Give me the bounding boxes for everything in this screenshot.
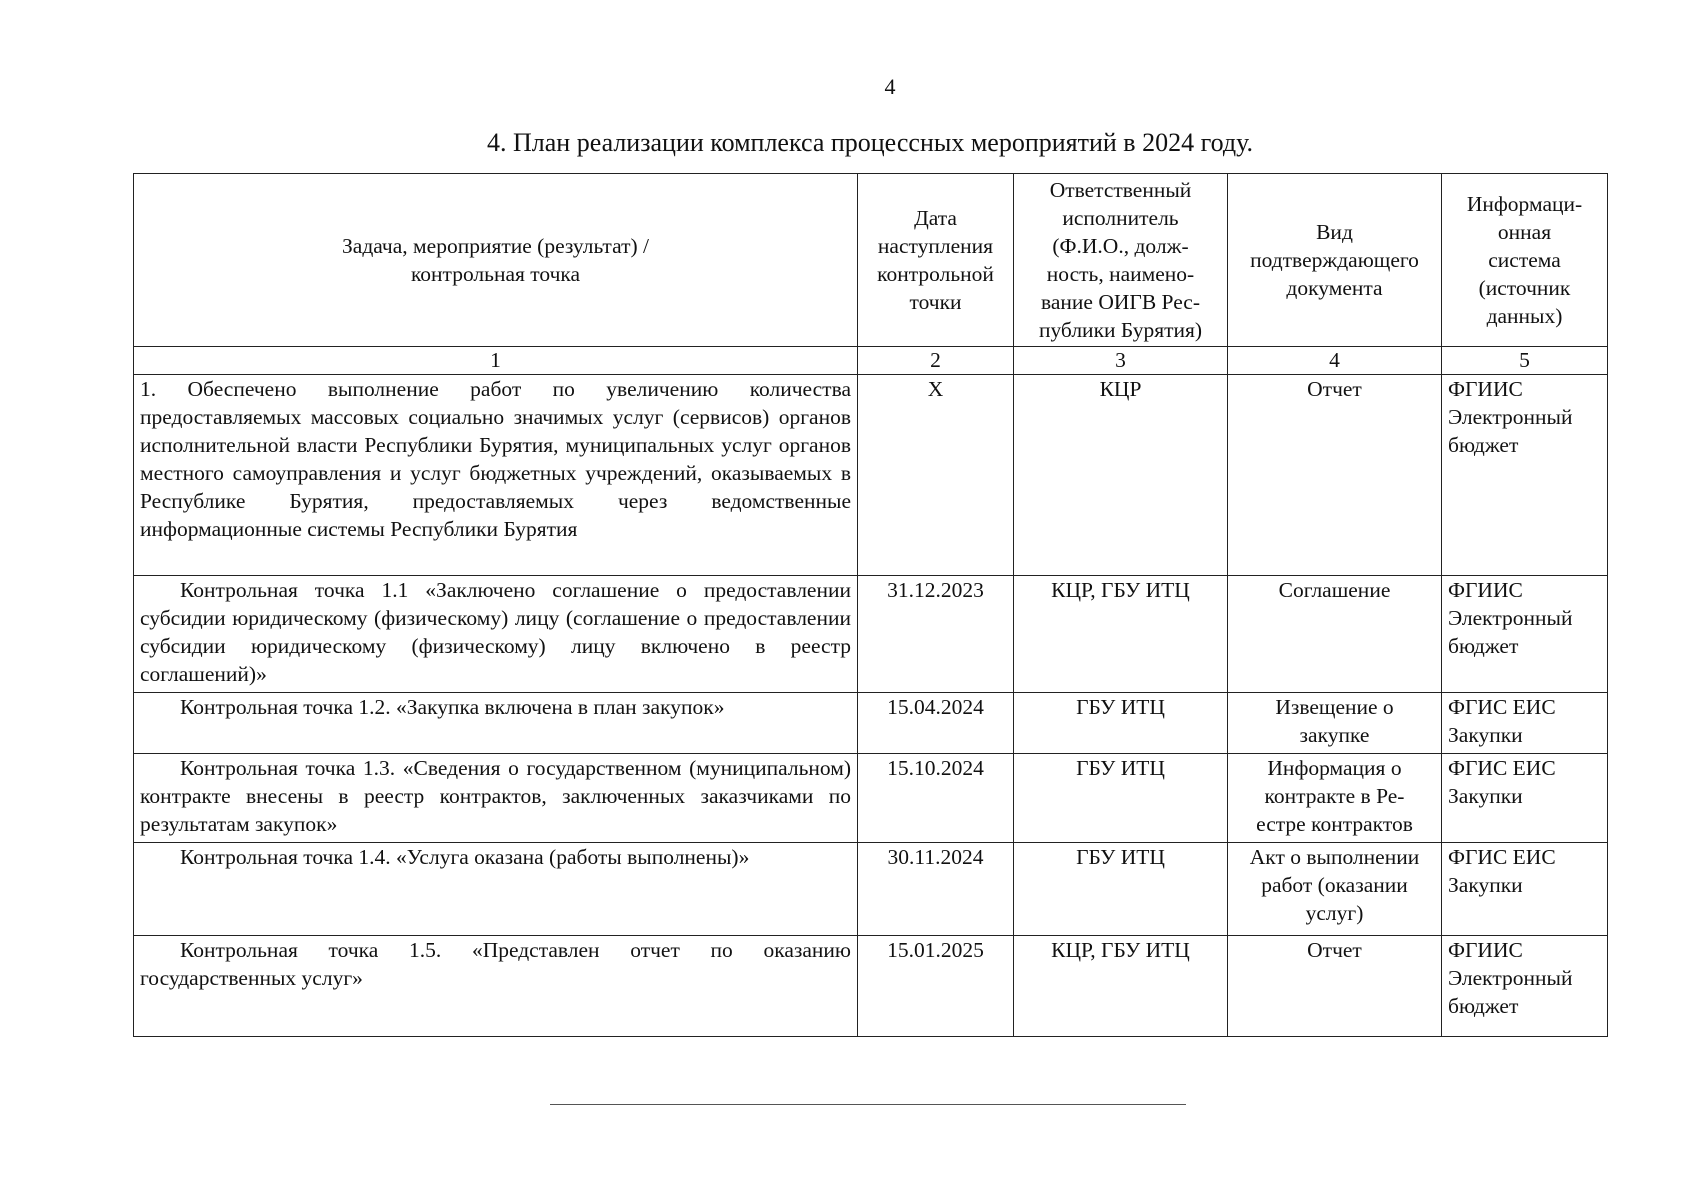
table-header-row	[134, 174, 1608, 347]
task-cell: Контрольная точка 1.5. «Представлен отчет по оказанию государственных услуг»	[134, 936, 858, 1037]
document-cell: Извещение о закупке	[1228, 693, 1442, 754]
task-cell: Контрольная точка 1.3. «Сведения о государственном (муниципальном) контракте внесены в реестр контрактов, заключенных заказчиками по результатам закупок»	[134, 754, 858, 843]
task-cell: 1. Обеспечено выполнение работ по увеличению количества предоставляемых массовых социально значимых услуг (сервисов) органов исполнительной власти Республики Бурятия, муниципальных услуг органов местного самоуправления и услуг бюджетных учреждений, оказываемых в Республике Бурятия, предоставляемых через ведомственные информационные системы Республики Бурятия	[134, 375, 858, 576]
document-cell: Отчет	[1228, 936, 1442, 1037]
system-cell: ФГИИС Электронный бюджет	[1442, 936, 1608, 1037]
document-cell: Соглашение	[1228, 576, 1442, 693]
responsible-cell: ГБУ ИТЦ	[1014, 693, 1228, 754]
header-responsible: Ответственный исполнитель (Ф.И.О., долж- ность, наимено- вание ОИГВ Рес- публики Бурятия)	[1014, 174, 1228, 347]
table-row	[134, 576, 1608, 693]
task-cell: Контрольная точка 1.1 «Заключено соглашение о предоставлении субсидии юридическому (физическому) лицу (соглашение о предоставлении субсидии юридическому (физическому) лицу включено в реестр соглашений)»	[134, 576, 858, 693]
column-number-row	[134, 347, 1608, 375]
table-row	[134, 843, 1608, 936]
date-cell: 15.10.2024	[858, 754, 1014, 843]
header-task: Задача, мероприятие (результат) / контрольная точка	[134, 174, 858, 347]
column-number: 3	[1014, 347, 1228, 375]
date-cell: 31.12.2023	[858, 576, 1014, 693]
document-cell: Отчет	[1228, 375, 1442, 576]
document-title: 4. План реализации комплекса процессных мероприятий в 2024 году.	[487, 128, 1253, 157]
header-date: Дата наступления контрольной точки	[858, 174, 1014, 347]
date-cell: 15.04.2024	[858, 693, 1014, 754]
column-number: 5	[1442, 347, 1608, 375]
system-cell: ФГИС ЕИС Закупки	[1442, 693, 1608, 754]
table-row	[134, 936, 1608, 1037]
header-document: Вид подтверждающего документа	[1228, 174, 1442, 347]
system-cell: ФГИИС Электронный бюджет	[1442, 576, 1608, 693]
document-cell: Информация о контракте в Ре- естре контрактов	[1228, 754, 1442, 843]
responsible-cell: КЦР, ГБУ ИТЦ	[1014, 576, 1228, 693]
column-number: 2	[858, 347, 1014, 375]
date-cell: 15.01.2025	[858, 936, 1014, 1037]
responsible-cell: ГБУ ИТЦ	[1014, 843, 1228, 936]
task-cell: Контрольная точка 1.2. «Закупка включена в план закупок»	[134, 693, 858, 754]
table-row	[134, 375, 1608, 576]
document-cell: Акт о выполнении работ (оказании услуг)	[1228, 843, 1442, 936]
responsible-cell: ГБУ ИТЦ	[1014, 754, 1228, 843]
date-cell: 30.11.2024	[858, 843, 1014, 936]
system-cell: ФГИИС Электронный бюджет	[1442, 375, 1608, 576]
date-cell: X	[858, 375, 1014, 576]
task-cell: Контрольная точка 1.4. «Услуга оказана (работы выполнены)»	[134, 843, 858, 936]
table-row	[134, 754, 1608, 843]
responsible-cell: КЦР, ГБУ ИТЦ	[1014, 936, 1228, 1037]
bottom-divider	[550, 1104, 1186, 1105]
plan-table	[133, 173, 1608, 1037]
column-number: 1	[134, 347, 858, 375]
table-row	[134, 693, 1608, 754]
header-system: Информаци- онная система (источник данных)	[1442, 174, 1608, 347]
system-cell: ФГИС ЕИС Закупки	[1442, 754, 1608, 843]
responsible-cell: КЦР	[1014, 375, 1228, 576]
system-cell: ФГИС ЕИС Закупки	[1442, 843, 1608, 936]
page-number: 4	[884, 74, 896, 99]
column-number: 4	[1228, 347, 1442, 375]
